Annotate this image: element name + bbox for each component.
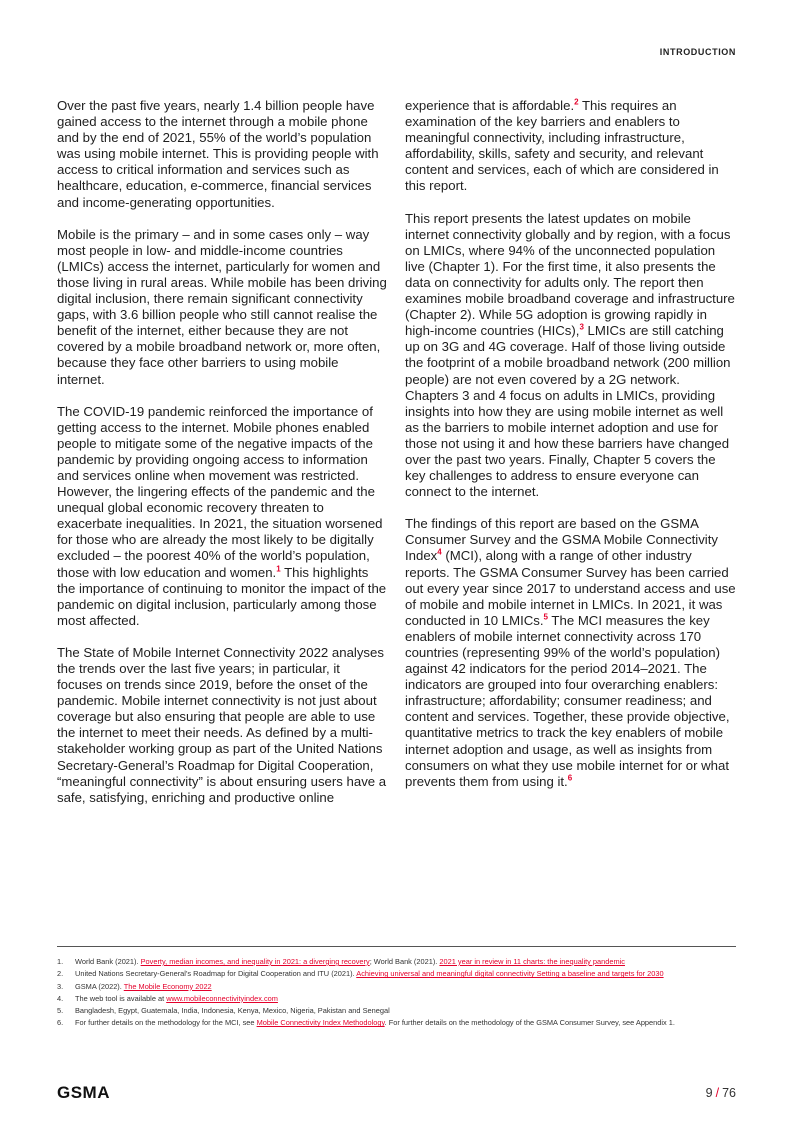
footnote-marker[interactable]: 3 bbox=[579, 322, 584, 332]
section-label: INTRODUCTION bbox=[659, 47, 736, 57]
paragraph-text: The findings of this report are based on the GSMA Consumer Survey and the GSMA Mobile Connectivity Index bbox=[405, 516, 718, 564]
footnote-marker[interactable]: 1 bbox=[276, 564, 281, 574]
footnote-link[interactable]: Poverty, median incomes, and inequality in 2021: a diverging recovery bbox=[140, 957, 370, 966]
footnote-divider bbox=[57, 946, 736, 947]
footnote-marker[interactable]: 2 bbox=[574, 97, 579, 107]
footnote bbox=[57, 995, 737, 1003]
paragraph bbox=[405, 516, 737, 790]
footnote-number: 2. bbox=[57, 969, 64, 979]
footnote-number: 4. bbox=[57, 993, 64, 1003]
footnote-prefix: The web tool is available at bbox=[75, 993, 167, 1003]
footnote-text bbox=[75, 995, 737, 1003]
footnote-marker[interactable]: 4 bbox=[437, 548, 442, 558]
paragraph: The State of Mobile Internet Connectivity 2022 analyses the trends over the last five years; in particular, it focuses on trends since 2019, before the onset of the pandemic. Mobile internet connectivity is not just about coverage but also ensuring that people are able to use the internet to meet their needs. As defined by a multi-stakeholder working group as part of the United Nations Secretary-General’s Roadmap for Digital Cooperation, “meaningful connectivity” is about ensuring users have a safe, satisfying, enriching and productive online bbox=[57, 644, 387, 805]
footnote-text bbox=[75, 958, 737, 966]
footnote-prefix: GSMA (2022). bbox=[75, 981, 124, 991]
footnote-number: 5. bbox=[57, 1006, 64, 1016]
footnote-text bbox=[75, 970, 737, 978]
footnote-text bbox=[75, 983, 737, 991]
page-total: 76 bbox=[722, 1086, 736, 1100]
paragraph bbox=[57, 404, 389, 629]
paragraph-text: This highlights the importance of continuing to monitor the impact of the pandemic on digital inclusion, particularly among those most affected. bbox=[57, 564, 387, 628]
footnote-prefix: United Nations Secretary-General’s Roadmap for Digital Cooperation and ITU (2021). bbox=[75, 969, 357, 979]
footnote-prefix: For further details on the methodology for the MCI, see bbox=[75, 1018, 257, 1028]
footnote-link[interactable]: The Mobile Economy 2022 bbox=[123, 981, 212, 991]
paragraph-text: experience that is affordable. bbox=[405, 98, 575, 113]
paragraph: Over the past five years, nearly 1.4 billion people have gained access to the internet through a mobile phone and by the end of 2021, 55% of the world’s population was using mobile internet. This is providing people with access to critical information and services such as healthcare, education, e-commerce, financial services and income-generating opportunities. bbox=[57, 98, 379, 210]
footnote-prefix: World Bank (2021). bbox=[75, 957, 141, 966]
paragraph-text: The MCI measures the key enablers of mobile internet connectivity across 170 countries (representing 99% of the world’s population) against 42 indicators for the period 2014–2021. The indicators are grouped into four overarching enablers: infrastructure; affordability; consumer readiness; and content and services. Together, these provide objective, quantitative metrics to track the key enablers of mobile internet adoption and usage, as well as insights from consumers on what they use mobile internet for or what prevents them from using it. bbox=[405, 612, 730, 789]
footnote bbox=[57, 983, 737, 991]
paragraph: Mobile is the primary – and in some cases only – way most people in low- and middle-income countries (LMICs) access the internet, particularly for women and those living in rural areas. While mobile has been driving digital inclusion, there remain significant connectivity gaps, with 3.6 billion people who still cannot realise the benefit of the internet, either because they are not covered by a mobile broadband network or, more often, because they face other barriers to using mobile internet. bbox=[57, 226, 387, 387]
page-current: 9 bbox=[705, 1086, 713, 1100]
paragraph-text: This report presents the latest updates on mobile internet connectivity globally and by region, with a focus on LMICs, where 94% of the unconnected population live (Chapter 1). For the first time, it also presents the data on connectivity for adults only. The report then examines mobile broadband coverage and infrastructure (Chapter 2). While 5G adoption is growing rapidly in high-income countries (HICs), bbox=[405, 210, 735, 339]
paragraph-text: The COVID-19 pandemic reinforced the importance of getting access to the internet. Mobile phones enabled people to mitigate some of the negative impacts of the pandemic by providing ongoing access to information and services online when movement was restricted. However, the lingering effects of the pandemic and the unequal global economic recovery threaten to exacerbate inequalities. In 2021, the situation worsened for those who are already the most likely to be digitally excluded – the poorest 40% of the world’s population, those with low education and women. bbox=[57, 403, 383, 580]
paragraph bbox=[405, 98, 737, 195]
footnote-link[interactable]: 2021 year in review in 11 charts: the inequality pandemic bbox=[439, 957, 625, 966]
page-separator: / bbox=[715, 1086, 720, 1100]
paragraph-text: LMICs are still catching up on 3G and 4G coverage. Half of those living outside the footprint of a mobile broadband network (200 million people) are not even covered by a 2G network. Chapters 3 and 4 focus on adults in LMICs, providing insights into how they are using mobile internet as well as the barriers to mobile internet adoption and use for those not using it and how these barriers have changed over the past two years. Finally, Chapter 5 covers the key challenges to address to ensure everyone can connect to the internet. bbox=[405, 323, 731, 500]
footnote-text: Bangladesh, Egypt, Guatemala, India, Indonesia, Kenya, Mexico, Nigeria, Pakistan and Senegal bbox=[75, 1006, 390, 1016]
footnote-text bbox=[75, 1019, 737, 1027]
footnote bbox=[57, 970, 737, 978]
footnote-suffix: . For further details on the methodology of the GSMA Consumer Survey, see Appendix 1. bbox=[384, 1018, 675, 1028]
footnote-marker[interactable]: 5 bbox=[543, 612, 548, 622]
footnote-link[interactable]: www.mobileconnectivityindex.com bbox=[166, 993, 278, 1003]
footnote-middle: ; World Bank (2021). bbox=[369, 957, 440, 966]
footnote-link[interactable]: Mobile Connectivity Index Methodology bbox=[256, 1018, 385, 1028]
footnote-marker[interactable]: 6 bbox=[567, 773, 573, 783]
page-number bbox=[706, 1086, 736, 1100]
right-column bbox=[405, 98, 737, 806]
footnote bbox=[57, 1007, 737, 1015]
footnote-number: 3. bbox=[57, 981, 64, 991]
footnote-number: 1. bbox=[57, 957, 64, 966]
footnote bbox=[57, 1019, 737, 1027]
svg-text:GSMA: GSMA bbox=[57, 1084, 110, 1100]
paragraph-text: This requires an examination of the key barriers and enablers to meaningful connectivity, including infrastructure, affordability, skills, safety and security, and relevant content and services, each of which are considered in this report. bbox=[405, 98, 719, 194]
footnote-link[interactable]: Achieving universal and meaningful digital connectivity Setting a baseline and targets for 2030 bbox=[356, 969, 664, 979]
left-column bbox=[57, 98, 389, 822]
gsma-logo-icon bbox=[57, 1084, 135, 1100]
footnote bbox=[57, 958, 737, 966]
gsma-logo bbox=[57, 1084, 135, 1105]
paragraph bbox=[405, 211, 737, 501]
paragraph-text: (MCI), along with a range of other industry reports. The GSMA Consumer Survey has been carried out every year since 2017 to understand access and use of mobile and mobile internet in LMICs. In 2021, it was conducted in 10 LMICs. bbox=[405, 548, 736, 628]
footnotes bbox=[57, 958, 737, 1032]
footnote-number: 6. bbox=[57, 1018, 64, 1028]
